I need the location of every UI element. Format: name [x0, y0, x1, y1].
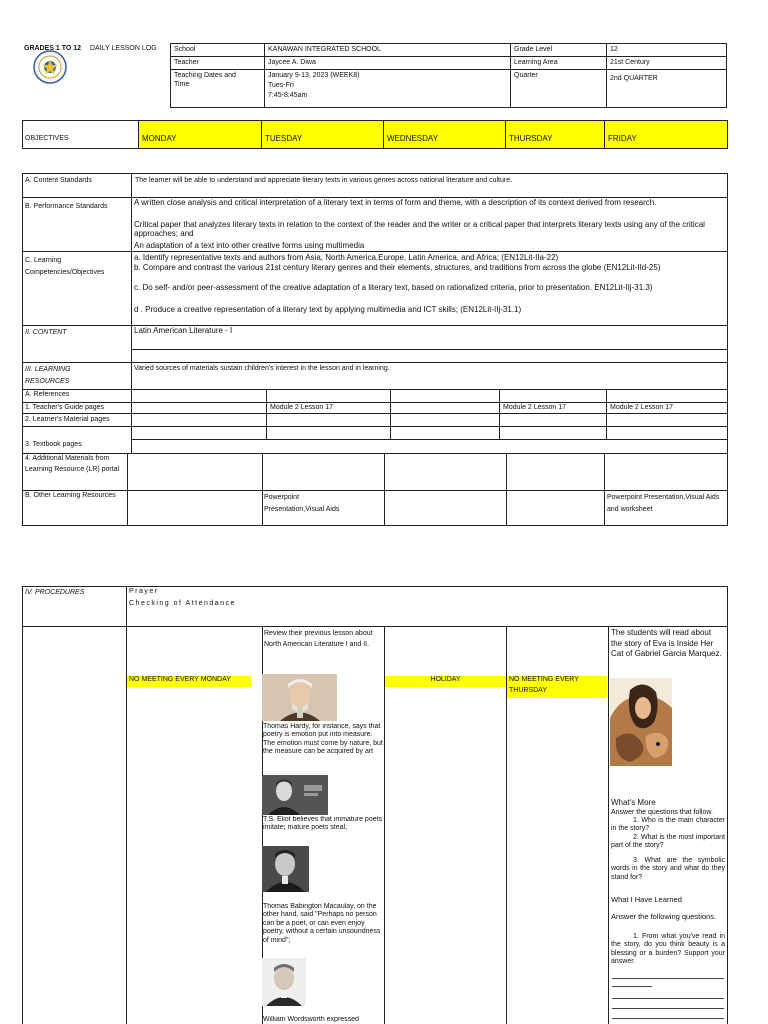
wordsworth-portrait — [262, 958, 306, 1006]
other-resources-label: B. Other Learning Resources — [25, 492, 116, 499]
prayer-text: Prayer — [129, 588, 159, 595]
macaulay-portrait — [262, 846, 309, 892]
learners-material-label: 2. Learner's Material pages — [25, 416, 110, 423]
competency-d: d . Produce a creative representation of a literary text by applying multimedia and ICT skills; (EN12Lit-IIj-31.1) — [134, 305, 522, 314]
friday-header: FRIDAY — [608, 134, 637, 143]
whats-more-q1: 1. Who is the main character in the story? — [611, 817, 725, 833]
wednesday-note: HOLIDAY — [385, 676, 506, 687]
tuesday-header: TUESDAY — [265, 134, 303, 143]
competency-a: a. Identify representative texts and authors from Asia, North America,Europe, Latin America, and Africa; (EN12Lit-IIa-22) — [134, 253, 559, 262]
tuesday-intro: Review their previous lesson about North American Literature I and II. — [264, 630, 373, 649]
olr-friday: Powerpoint Presentation,Visual Aids and worksheet — [607, 494, 720, 513]
learning-area-label: Learning Area — [514, 59, 558, 66]
answer-lines — [612, 978, 724, 1024]
whats-more-intro: Answer the questions that follow. — [611, 809, 713, 816]
friday-intro: The students will read about the story of Eva is Inside Her Cat of Gabriel Garcia Marquez. — [611, 628, 722, 659]
school-label: School — [174, 46, 196, 53]
additional-materials-label: 4. Additional Materials from Learning Resource (LR) portal — [25, 455, 120, 473]
objectives-header: OBJECTIVES — [25, 135, 69, 142]
learning-resources-label: III. LEARNING RESOURCES — [25, 366, 71, 385]
learning-area-value: 21st Century — [610, 59, 650, 66]
textbook-label: 3. Textbook pages — [25, 441, 82, 448]
teacher-label: Teacher — [174, 59, 199, 66]
wednesday-header: WEDNESDAY — [387, 134, 438, 143]
performance-line-1: A written close analysis and critical interpretation of a literary text in terms of form and theme, with a description of its context derived from research. — [134, 198, 657, 207]
quarter-label: Quarter — [514, 72, 538, 79]
school-value: KANAWAN INTEGRATED SCHOOL — [268, 46, 381, 53]
content-label: II. CONTENT — [25, 329, 67, 336]
competency-b: b. Compare and contrast the various 21st century literary genres and their elements, structures, and traditions from across the globe (EN12Lit-IId-25) — [134, 263, 661, 272]
tg-friday: Module 2 Lesson 17 — [610, 404, 674, 411]
teacher-value: Jaycee A. Diwa — [268, 59, 316, 66]
deped-seal — [33, 50, 67, 84]
dates-line-2: Tues-Fri — [268, 82, 294, 89]
header-table — [170, 43, 727, 108]
performance-line-3: An adaptation of a text into other creative forms using multimedia — [134, 241, 365, 250]
eva-cat-illustration — [610, 678, 672, 766]
performance-line-2: Critical paper that analyzes literary texts in relation to the context of the reader and the writer or a critical paper that interprets literary texts using any of the critical approaches; and — [134, 220, 705, 239]
tg-thursday: Module 2 Lesson 17 — [503, 404, 567, 411]
competency-c: c. Do self- and/or peer-assessment of the creative adaptation of a literary text, based on rationalized criteria, prior to presentation. EN12Lit-IIj-31.3) — [134, 283, 653, 292]
thomas-hardy-portrait — [262, 674, 337, 721]
whats-more-title: What's More — [611, 798, 656, 807]
quote-wordsworth: William Wordsworth expressed — [263, 1016, 359, 1023]
grades-label: GRADES 1 TO 12 — [24, 45, 82, 52]
attendance-text: Checking of Attendance — [129, 600, 236, 607]
procedures-label: IV. PROCEDURES — [25, 589, 85, 596]
content-standards-text: The learner will be able to understand and appreciate literary texts in various genres across national literature and culture. — [135, 177, 513, 184]
quote-hardy: Thomas Hardy, for instance, says that poetry is emotion put into measure. The emotion must come by nature, but the measure can be acquired by art — [263, 723, 383, 756]
log-title: DAILY LESSON LOG — [90, 45, 157, 52]
content-value: Latin American Literature - I — [134, 326, 233, 335]
competencies-label: C. Learning Competencies/Objectives — [25, 257, 105, 276]
monday-header: MONDAY — [142, 134, 177, 143]
grade-level-label: Grade Level — [514, 46, 553, 53]
content-standards-label: A. Content Standards — [25, 177, 92, 184]
dates-line-3: 7:45-8:45am — [268, 92, 308, 99]
quarter-value: 2nd QUARTER — [610, 75, 658, 82]
whats-more-q2: 2. What is the most important part of the story? — [611, 834, 725, 850]
dates-label: Teaching Dates and Time — [174, 72, 236, 88]
thursday-note: NO MEETING EVERY THURSDAY — [509, 676, 579, 694]
procedures-table — [22, 586, 728, 1024]
tg-tuesday: Module 2 Lesson 17 — [270, 404, 334, 411]
monday-note: NO MEETING EVERY MONDAY — [127, 676, 251, 687]
learning-resources-value: Varied sources of materials sustain children's interest in the lesson and in learning. — [134, 365, 390, 372]
plan-table — [22, 173, 728, 526]
teachers-guide-label: 1. Teacher's Guide pages — [25, 404, 105, 411]
learned-q1: 1. From what you've read in the story, do you think beauty is a blessing or a burden? Support your answer. — [611, 933, 725, 966]
days-row — [22, 120, 728, 149]
quote-eliot: T.S. Eliot believes that immature poets imitate; mature poets steal; — [263, 816, 383, 832]
quote-macaulay: Thomas Babington Macaulay, on the other hand, said "Perhaps no person can be a poet, or can even enjoy poetry, without a certain unsoundness of mind"; — [263, 903, 381, 944]
thursday-header: THURSDAY — [509, 134, 553, 143]
whats-more-q3: 3. What are the symbolic words in the story and what do they stand for? — [611, 857, 725, 881]
learned-intro: Answer the following questions. — [611, 912, 717, 921]
olr-tuesday: Powerpoint Presentation,Visual Aids — [264, 494, 340, 513]
ts-eliot-portrait — [262, 775, 328, 815]
grade-level-value: 12 — [610, 46, 618, 53]
learned-title: What I Have Learned — [611, 895, 682, 904]
performance-standards-label: B. Performance Standards — [25, 203, 108, 210]
references-label: A. References — [25, 391, 70, 398]
dates-line-1: January 9-13, 2023 (WEEK8) — [268, 72, 360, 79]
